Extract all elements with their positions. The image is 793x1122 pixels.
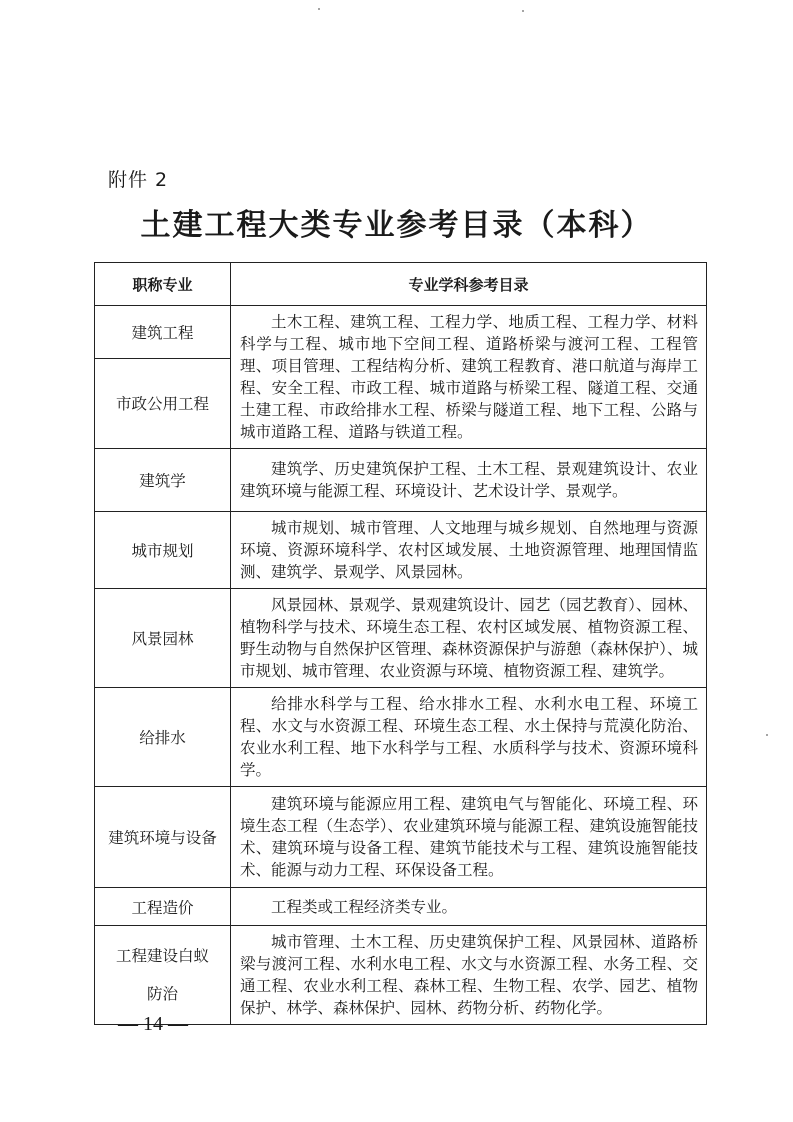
major-cell: 建筑工程 <box>95 306 231 359</box>
reference-cell: 风景园林、景观学、景观建筑设计、园艺（园艺教育）、园林、植物科学与技术、环境生态工程、农村区域发展、植物资源工程、野生动物与自然保护区管理、森林资源保护与游憩（森林保护）、城市规划、城市管理、农业资源与环境、植物资源工程、建筑学。 <box>231 589 707 688</box>
table-row <box>95 449 707 512</box>
table-row <box>95 306 707 359</box>
major-cell: 建筑环境与设备 <box>95 787 231 888</box>
scan-speck <box>522 10 524 12</box>
reference-cell: 工程类或工程经济类专业。 <box>231 888 707 926</box>
reference-cell: 土木工程、建筑工程、工程力学、地质工程、工程力学、材料科学与工程、城市地下空间工程、道路桥梁与渡河工程、工程管理、项目管理、工程结构分析、建筑工程教育、港口航道与海岸工程、安全工程、市政工程、城市道路与桥梁工程、隧道工程、交通土建工程、市政给排水工程、桥梁与隧道工程、地下工程、公路与城市道路工程、道路与铁道工程。 <box>231 306 707 449</box>
reference-cell: 建筑学、历史建筑保护工程、土木工程、景观建筑设计、农业建筑环境与能源工程、环境设计、艺术设计学、景观学。 <box>231 449 707 512</box>
major-cell: 建筑学 <box>95 449 231 512</box>
header-reference-catalog: 专业学科参考目录 <box>231 263 707 306</box>
major-catalog-table <box>94 262 707 1025</box>
table-row <box>95 589 707 688</box>
table-row <box>95 688 707 787</box>
document-title: 土建工程大类专业参考目录（本科） <box>140 208 653 243</box>
header-title-major: 职称专业 <box>95 263 231 306</box>
major-line: 防治 <box>146 985 178 1003</box>
page-number: — 14 — <box>118 1013 188 1035</box>
table-row <box>95 926 707 1025</box>
major-cell: 市政公用工程 <box>95 358 231 448</box>
reference-cell: 城市规划、城市管理、人文地理与城乡规划、自然地理与资源环境、资源环境科学、农村区域发展、土地资源管理、地理国情监测、建筑学、景观学、风景园林。 <box>231 512 707 589</box>
major-cell: 城市规划 <box>95 512 231 589</box>
major-cell: 工程造价 <box>95 888 231 926</box>
table-header-row <box>95 263 707 306</box>
attachment-label: 附件 2 <box>108 169 169 191</box>
major-cell <box>95 926 231 1025</box>
table-row <box>95 787 707 888</box>
major-line: 工程建设白蚁 <box>115 947 209 965</box>
reference-cell: 建筑环境与能源应用工程、建筑电气与智能化、环境工程、环境生态工程（生态学）、农业建筑环境与能源工程、建筑设施智能技术、建筑环境与设备工程、建筑节能技术与工程、建筑设施智能技术、能源与动力工程、环保设备工程。 <box>231 787 707 888</box>
major-cell: 给排水 <box>95 688 231 787</box>
table-row <box>95 888 707 926</box>
scan-speck <box>766 734 768 736</box>
major-cell: 风景园林 <box>95 589 231 688</box>
table-row <box>95 512 707 589</box>
reference-cell: 给排水科学与工程、给水排水工程、水利水电工程、环境工程、水文与水资源工程、环境生态工程、水土保持与荒漠化防治、农业水利工程、地下水科学与工程、水质科学与技术、资源环境科学。 <box>231 688 707 787</box>
scan-speck <box>318 8 320 10</box>
reference-cell: 城市管理、土木工程、历史建筑保护工程、风景园林、道路桥梁与渡河工程、水利水电工程、水文与水资源工程、水务工程、交通工程、农业水利工程、森林工程、生物工程、农学、园艺、植物保护、林学、森林保护、园林、药物分析、药物化学。 <box>231 926 707 1025</box>
